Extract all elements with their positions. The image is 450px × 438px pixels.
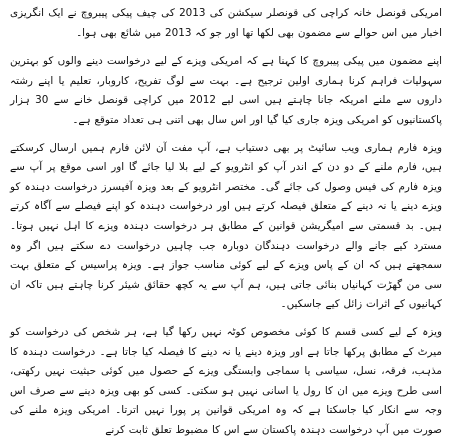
article-paragraph-1: امریکی قونصل خانہ کراچی کی قونصلر سیکشن کی 2013 کی چیف پیکی پیبروچ نے ایک انگریزی اخبار میں اس حوالے سے مضمون بھی لکھا تھا اور جو کہ 2013 میں شائع بھی ہوا۔ bbox=[10, 7, 443, 39]
article-paragraph-2: اپنے مضمون میں پیکی پیبروچ کا کہنا ہے کہ امریکی ویزے کے لیے درخواست دینے والوں کو بہترین سہولیات فراہم کرنا ہماری اولین ترجیح ہے۔ بہت سے لوگ تفریح، کاروبار، تعلیم یا اپنے رشتہ داروں سے ملنے امریکہ جانا چاہتے ہیں اسی لیے 2012 میں کراچی قونصل خانے سے 30 ہزار پاکستانیوں کو امریکی ویزہ جاری کیا گیا اور اس سال بھی اتنی ہی تعداد متوقع ہے۔ bbox=[10, 55, 442, 126]
article-paragraph-3: ویزہ فارم ہماری ویب سائیٹ پر بھی دستیاب ہے، آپ مفت آن لائن فارم ہمیں ارسال کرسکتے ہیں، فارم ملنے کے دو دن کے اندر آپ کو انٹرویو کے لیے بلا لیا جائے گا اور اسی موقع پر آپ سے ویزہ فارم کی فیس وصول کی جائے گی۔ مختصر انٹرویو کے بعد ویزہ آفیسرز درخواست دہندہ کو ویزے دینے یا نہ دینے کے متعلق فیصلہ کرتے ہیں اور درخواست دہندہ کو اپنے فیصلے سے آگاہ کرتے ہیں۔ بد قسمتی سے امیگریشن قوانین کے مطابق ہر درخواست دہندہ ویزے کا اہل نہیں ہوتا۔ مسترد کیے جانے والے درخواست دہندگان دوبارہ جب چاہیں درخواست دے سکتے ہیں اگر وہ سمجھتے ہیں کہ ان کے پاس ویزے کے لیے کوئی مناسب جواز ہے۔ ویزہ پراسیس کے متعلق بہت سی من گھڑت کہانیاں بنائی جاتی ہیں، ہم آپ سے یہ کچھ حقائق شیئر کرنا چاہتے ہیں تاکہ ان کہانیوں کے اثرات زائل کیے جاسکیں۔ bbox=[10, 141, 442, 311]
article-paragraph-4: ویزہ کے لیے کسی قسم کا کوئی مخصوص کوٹہ نہیں رکھا گیا ہے، ہر شخص کی درخواست کو میرٹ کے مطابق پرکھا جاتا ہے اور ویزہ دینے یا نہ دینے کا فیصلہ کیا جاتا ہے۔ درخواست دہندہ کا مذہب، فرقہ، نسل، سیاسی یا سماجی وابستگی ویزے کے حصول میں کوئی حیثیت نہیں رکھتی، اسی طرح ویزے میں ان کا رول یا اسانی نہیں ہو سکتی۔ کسی کو بھی ویزہ دینے سے صرف اس وجہ سے انکار کیا جاسکتا ہے کہ وہ امریکی قوانین پر پورا نہیں اترتا۔ امریکی ویزہ ملنے کی صورت میں آپ درخواست دہندہ پاکستان سے اس کا مضبوط تعلق ثابت کرنے bbox=[10, 325, 442, 436]
